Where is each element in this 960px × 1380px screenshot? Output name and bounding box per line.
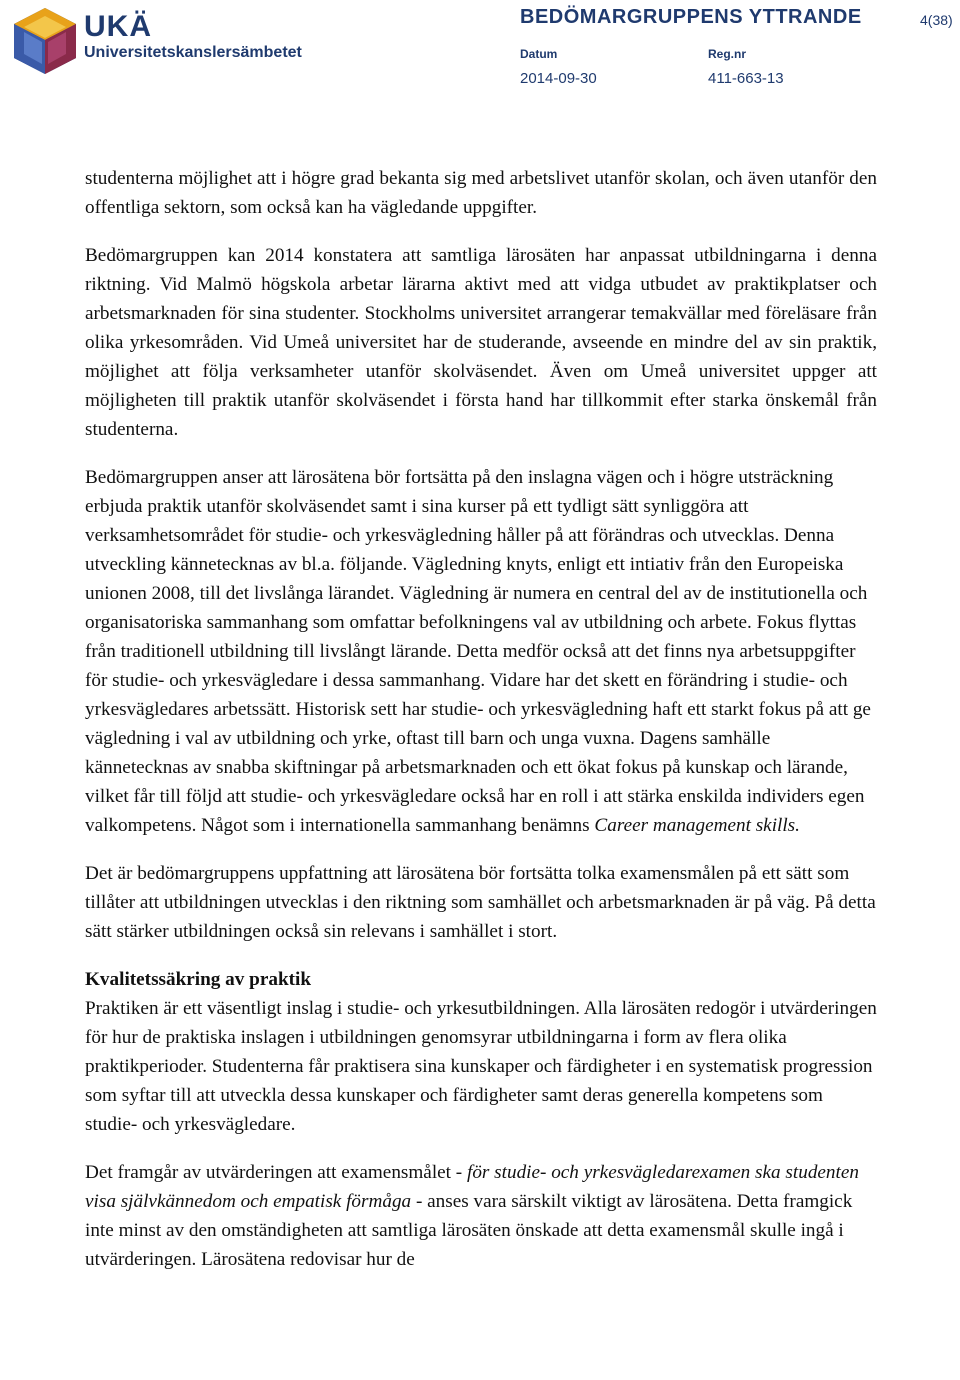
uka-logo — [10, 6, 310, 76]
paragraph-1: studenterna möjlighet att i högre grad bekanta sig med arbetslivet utanför skolan, och även utanför den offentliga sektorn, som också kan ha vägledande uppgifter. — [85, 168, 877, 218]
paragraph-6-italic: för studie- och yrkesvägledarexamen ska studenten visa självkännedom och empatisk förmåga — [85, 1162, 859, 1212]
paragraph-6 — [85, 1158, 877, 1274]
paragraph-4: Det är bedömargruppens uppfattning att lärosätena bör fortsätta tolka examensmålen på ett sätt som tillåter att utbildningen utvecklas i den riktning som samhället och arbetsmarknaden är på väg. På detta sätt stärker utbildningen också sin relevans i samhället i stort. — [85, 863, 876, 942]
paragraph-6-text-a: Det framgår av utvärderingen att examensmålet - — [85, 1162, 467, 1183]
date-label: Datum — [520, 47, 558, 61]
page-header — [0, 0, 960, 110]
paragraph-5: Praktiken är ett väsentligt inslag i studie- och yrkesutbildningen. Alla lärosäten redogör i utvärderingen för hur de praktiska inslagen i utbildningen genomsyrar utbildningarna i form av flera olika praktikperioder. Studenterna får praktisera sina kunskaper och färdigheter i en systematisk progression som syftar till att utveckla dessa kunskaper och färdigheter samt deras generella kompetens som studie- och yrkesvägledare. — [85, 998, 877, 1135]
regnr-label: Reg.nr — [708, 47, 747, 61]
document-title: BEDÖMARGRUPPENS YTTRANDE — [520, 6, 862, 28]
date-value: 2014-09-30 — [520, 70, 597, 87]
regnr-value: 411-663-13 — [708, 70, 784, 87]
logo-subtitle: Universitetskanslersämbetet — [84, 44, 302, 61]
document-body — [85, 164, 877, 1293]
paragraph-3-italic: Career management skills. — [594, 815, 800, 836]
paragraph-2: Bedömargruppen kan 2014 konstatera att samtliga lärosäten har anpassat utbildningarna i denna riktning. Vid Malmö högskola arbetar lärarna aktivt med att vidga utbudet av praktikplatser och arbetsmarknaden för sina studenter. Stockholms universitet arrangerar temakvällar med föreläsare från olika yrkesområden. Vid Umeå universitet har de studerande, avseende en mindre del av sin praktik, möjlighet att följa verksamheter utanför skolväsendet. Även om Umeå universitet uppger att möjligheten till praktik utanför skolväsendet i första hand har tillkommit efter starka önskemål från studenterna. — [85, 245, 877, 440]
paragraph-3 — [85, 463, 877, 840]
uka-logo-icon — [10, 6, 80, 76]
page-number: 4(38) — [920, 12, 953, 28]
paragraph-3-text: Bedömargruppen anser att lärosätena bör fortsätta på den inslagna vägen och i högre utsträckning erbjuda praktik utanför skolväsendet samt i sina kurser på ett tydligt sätt synliggöra att verksamhetsområdet för studie- och yrkesvägledning håller på att förändras och utvecklas. Denna utveckling kännetecknas av bl.a. följande. Vägledning knyts, enligt ett intiativ från den Europeiska unionen 2008, till det livslånga lärandet. Vägledning är numera en central del av de institutionella och organisatoriska sammanhang som omfattar befolkningens val av utbildning och arbete. Fokus flyttas från traditionell utbildning till livslångt lärande. Detta medför också att det finns nya arbetsuppgifter för studie- och yrkesvägledare i dessa sammanhang. Vidare har det skett en förändring i studie- och yrkesvägledares arbetssätt. Historisk sett har studie- och yrkesvägledning haft ett starkt fokus på att ge vägledning i val av utbildning och yrke, oftast till barn och unga vuxna. Dagens samhälle kännetecknas av snabba skiftningar på arbetsmarknaden och ett ökat fokus på kunskap och lärande, vilket får till följd att studie- och yrkesvägledare också har en roll i att stärka enskilda individers egen valkompetens. Något som i internationella sammanhang benämns — [85, 467, 871, 836]
paragraph-6-text-b: - anses vara särskilt viktigt av lärosätena. Detta framgick inte minst av den omständigheten att samtliga lärosäten önskade att detta examensmål skulle ingå i utvärderingen. Lärosätena redovisar hur de — [85, 1191, 853, 1270]
section-heading: Kvalitetssäkring av praktik — [85, 969, 312, 990]
logo-name: UKÄ — [84, 10, 152, 43]
